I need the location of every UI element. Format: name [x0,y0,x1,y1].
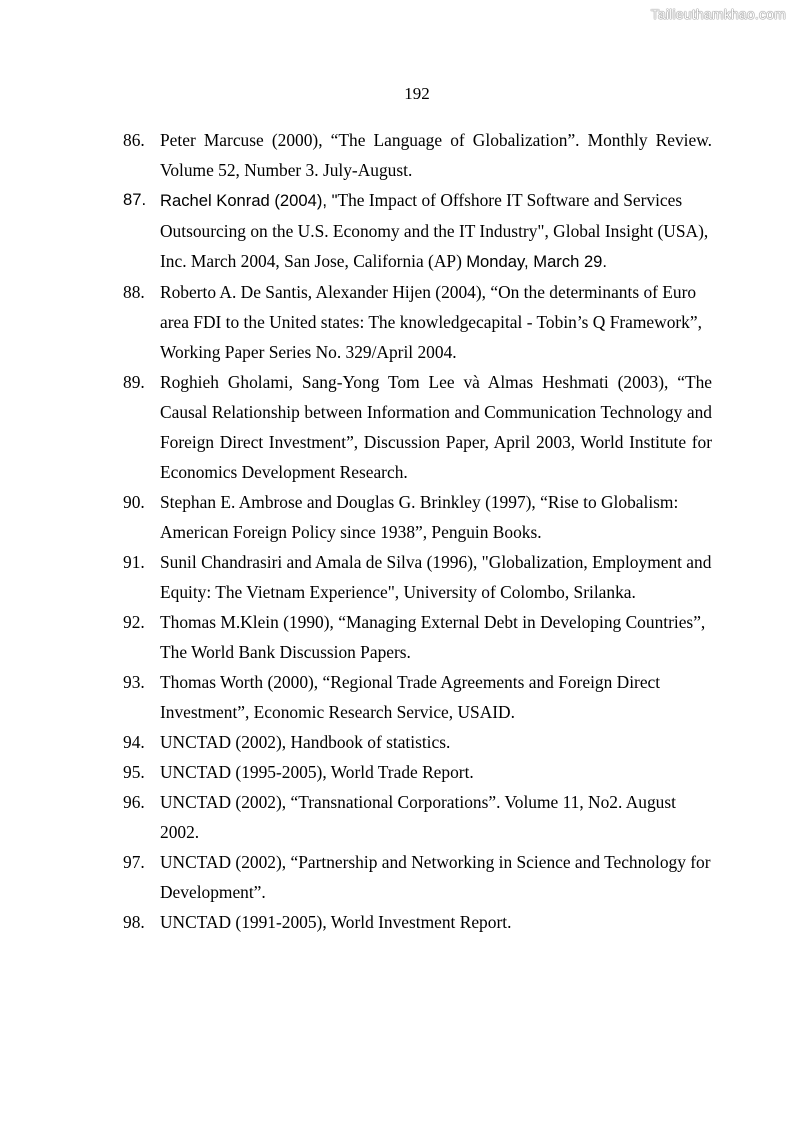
reference-text: UNCTAD (1995-2005), World Trade Report. [160,762,474,782]
reference-item [123,125,712,185]
reference-number: 97. [123,852,145,872]
reference-number: 88. [123,282,145,302]
reference-number: 95. [123,762,145,782]
reference-number: 94. [123,732,145,752]
reference-item [123,367,712,487]
reference-item [123,547,712,607]
reference-item [123,277,712,367]
reference-number: 89. [123,372,145,392]
reference-title: The Impact of Offshore IT Software and Services Outsourcing on the U.S. Economy and the IT Industry", Global Insight (USA), Inc. March 2004, San Jose, California (AP) [160,190,709,271]
reference-item [123,185,712,277]
reference-list [123,125,712,937]
reference-number: 87. [123,190,147,209]
reference-item [123,757,712,787]
reference-item [123,787,712,847]
reference-text: Sunil Chandrasiri and Amala de Silva (1996), "Globalization, Employment and Equity: The Vietnam Experience", University of Colombo, Srilanka. [160,552,712,602]
reference-text [160,185,712,277]
reference-item [123,607,712,667]
reference-text: Roghieh Gholami, Sang-Yong Tom Lee và Almas Heshmati (2003), “The Causal Relationship between Information and Communication Technology and Foreign Direct Investment”, Discussion Paper, April 2003, World Institute for Economics Development Research. [160,372,712,482]
reference-author: Rachel Konrad (2004), " [160,191,338,210]
reference-item [123,907,712,937]
reference-text: UNCTAD (2002), “Transnational Corporations”. Volume 11, No2. August 2002. [160,792,676,842]
reference-item [123,667,712,727]
reference-number: 93. [123,672,145,692]
reference-number: 98. [123,912,145,932]
watermark: Tailieuthamkhao.com [650,6,786,22]
reference-text: Roberto A. De Santis, Alexander Hijen (2004), “On the determinants of Euro area FDI to the United states: The knowledgecapital - Tobin’s Q Framework”, Working Paper Series No. 329/April 2004. [160,282,702,362]
reference-number: 91. [123,552,145,572]
reference-text: UNCTAD (2002), “Partnership and Networking in Science and Technology for Development”. [160,852,711,902]
reference-number: 86. [123,130,145,150]
reference-text: Thomas M.Klein (1990), “Managing External Debt in Developing Countries”, The World Bank Discussion Papers. [160,612,706,662]
reference-text: Stephan E. Ambrose and Douglas G. Brinkley (1997), “Rise to Globalism: American Foreign Policy since 1938”, Penguin Books. [160,492,679,542]
reference-text: UNCTAD (1991-2005), World Investment Report. [160,912,512,932]
reference-item [123,847,712,907]
page-number: 192 [404,84,430,103]
reference-date: Monday, March 29. [466,252,608,271]
reference-item [123,487,712,547]
reference-number: 92. [123,612,145,632]
reference-text: Peter Marcuse (2000), “The Language of Globalization”. Monthly Review. Volume 52, Number 3. July-August. [160,130,712,180]
reference-number: 90. [123,492,145,512]
reference-text: UNCTAD (2002), Handbook of statistics. [160,732,451,752]
reference-number: 96. [123,792,145,812]
reference-item [123,727,712,757]
reference-text: Thomas Worth (2000), “Regional Trade Agreements and Foreign Direct Investment”, Economic Research Service, USAID. [160,672,661,722]
